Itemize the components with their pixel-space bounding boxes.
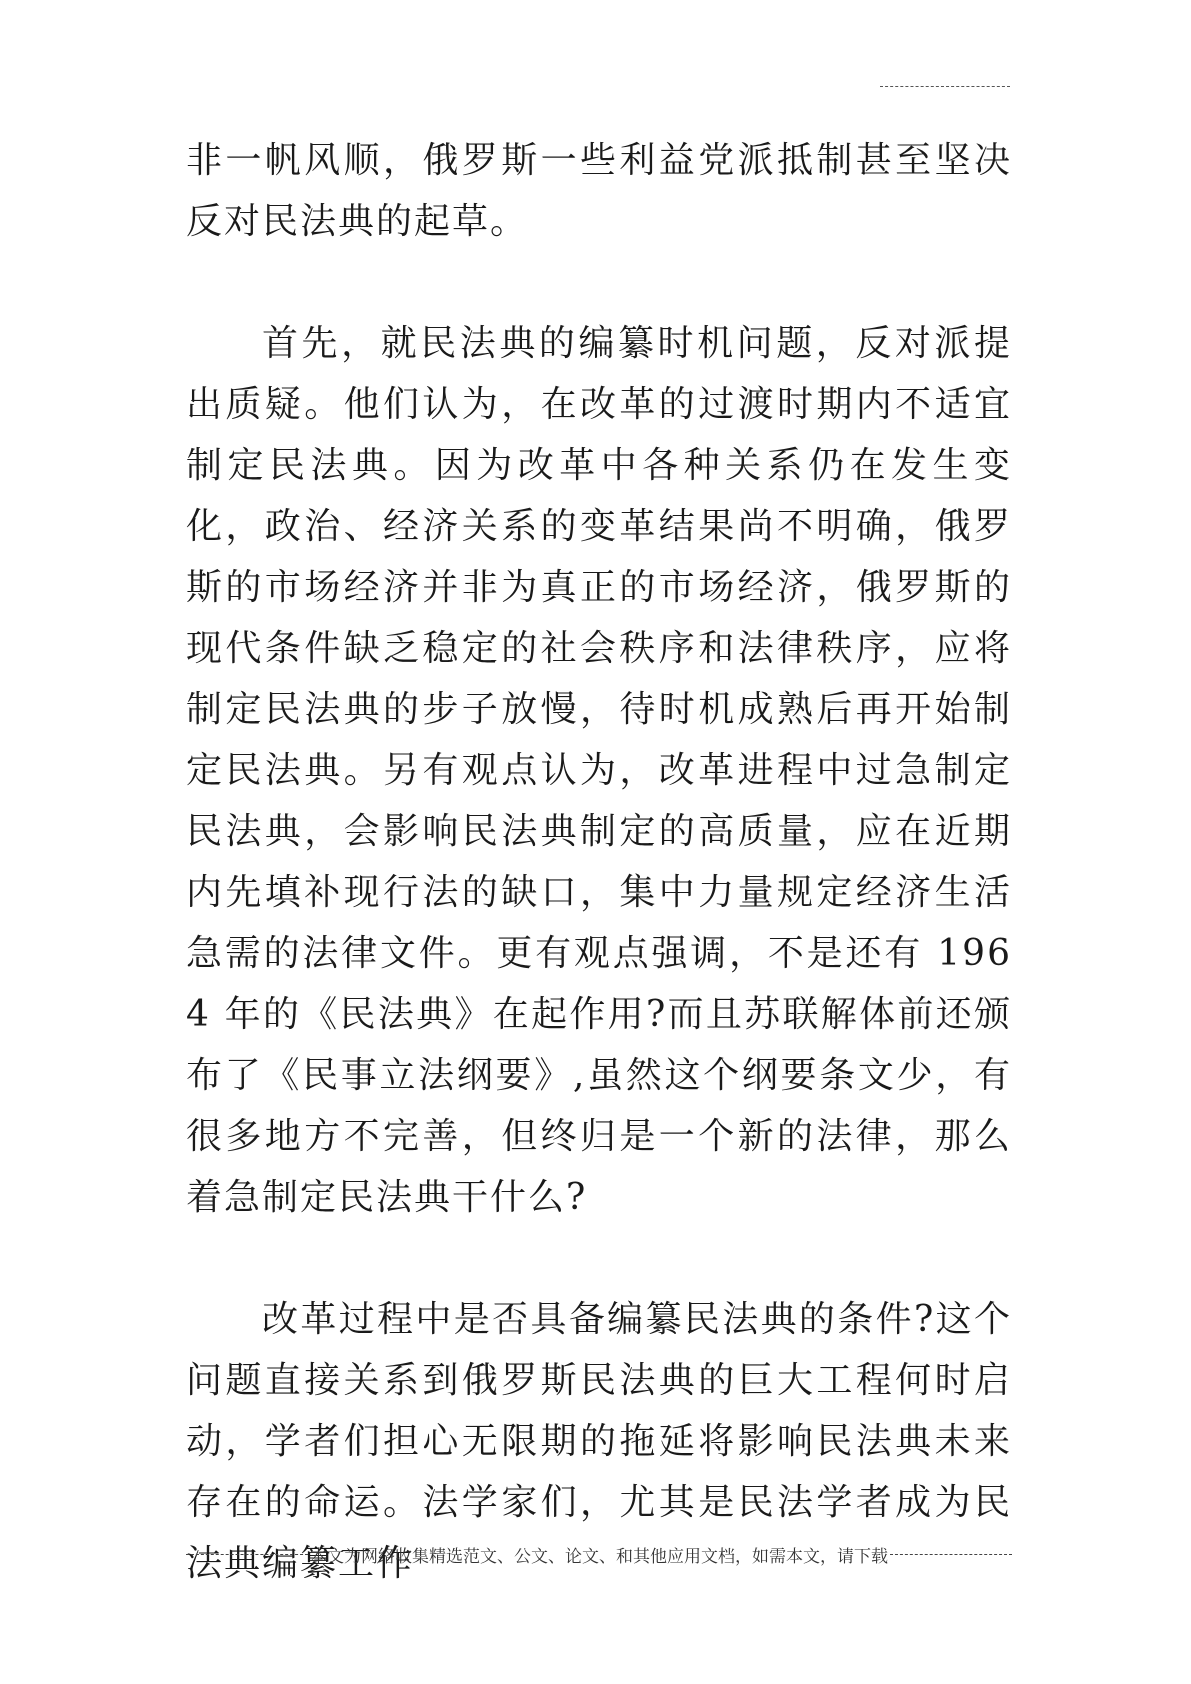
footer-dash-right: [890, 1554, 1012, 1555]
document-body: [186, 130, 1012, 1594]
footer-text: 本文为网络收集精选范文、公文、论文、和其他应用文档，如需本文，请下载: [310, 1547, 888, 1567]
footer-dash-left: [186, 1554, 308, 1555]
paragraph: 改革过程中是否具备编纂民法典的条件?这个问题直接关系到俄罗斯民法典的巨大工程何时启动，学者们担心无限期的拖延将影响民法典未来存在的命运。法学家们，尤其是民法学者成为民法典编纂工作: [186, 1299, 1012, 1584]
paragraph-continued: 非一帆风顺，俄罗斯一些利益党派抵制甚至坚决反对民法典的起草。: [186, 140, 1012, 242]
paragraph: 首先，就民法典的编纂时机问题，反对派提出质疑。他们认为，在改革的过渡时期内不适宜制定民法典。因为改革中各种关系仍在发生变化，政治、经济关系的变革结果尚不明确，俄罗斯的市场经济并非为真正的市场经济，俄罗斯的现代条件缺乏稳定的社会秩序和法律秩序，应将制定民法典的步子放慢，待时机成熟后再开始制定民法典。另有观点认为，改革进程中过急制定民法典，会影响民法典制定的高质量，应在近期内先填补现行法的缺口，集中力量规定经济生活急需的法律文件。更有观点强调，不是还有 1964 年的《民法典》在起作用?而且苏联解体前还颁布了《民事立法纲要》,虽然这个纲要条文少，有很多地方不完善，但终归是一个新的法律，那么着急制定民法典干什么?: [186, 323, 1012, 1218]
header-divider: [880, 86, 1010, 87]
page-footer: [186, 1542, 1012, 1567]
